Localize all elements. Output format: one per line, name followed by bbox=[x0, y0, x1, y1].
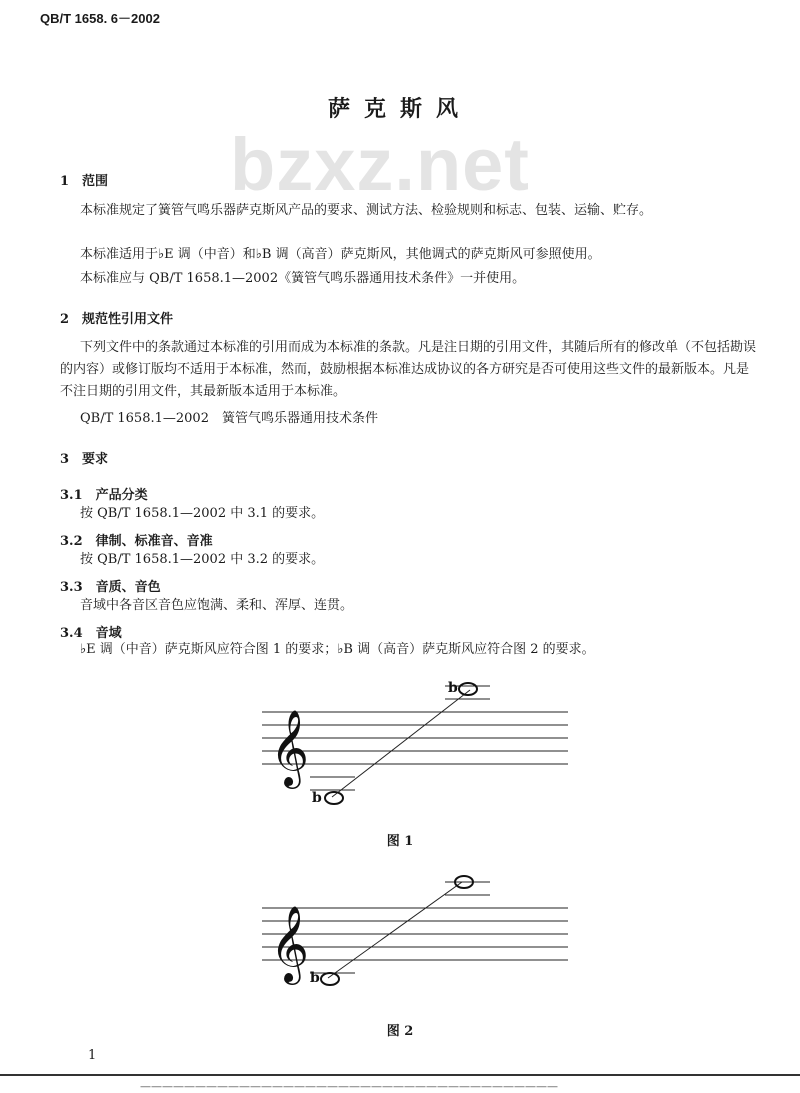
bottom-rule bbox=[0, 1074, 800, 1076]
figure-1-caption: 图 1 bbox=[386, 834, 414, 849]
section-3-3-heading: 3.3 音质、音色 bbox=[60, 580, 161, 595]
high-flat-sign: b bbox=[448, 680, 458, 696]
low-note bbox=[325, 792, 343, 804]
page-number: 1 bbox=[88, 1048, 97, 1063]
section-1-paragraph-2: 本标准适用于♭E 调（中音）和♭B 调（高音）萨克斯风，其他调式的萨克斯风可参照使用。 bbox=[80, 247, 601, 262]
section-3-heading: 3 要求 bbox=[60, 452, 109, 467]
figure-1-staff bbox=[250, 670, 580, 820]
section-3-1-heading: 3.1 产品分类 bbox=[60, 488, 148, 503]
section-3-2-text: 按 QB/T 1658.1—2002 中 3.2 的要求。 bbox=[80, 552, 325, 567]
section-2-reference: QB/T 1658.1—2002 簧管气鸣乐器通用技术条件 bbox=[80, 411, 378, 426]
low-flat-sign: b bbox=[310, 970, 320, 986]
figure-2-staff bbox=[250, 868, 580, 998]
section-3-3-text: 音域中各音区音色应饱满、柔和、浑厚、连贯。 bbox=[80, 598, 354, 613]
section-3-2-heading: 3.2 律制、标准音、音准 bbox=[60, 534, 213, 549]
figure-2-caption: 图 2 bbox=[386, 1024, 414, 1039]
section-3-4-heading: 3.4 音域 bbox=[60, 626, 122, 641]
low-flat-sign: b bbox=[312, 790, 322, 806]
section-3-4-text: ♭E 调（中音）萨克斯风应符合图 1 的要求；♭B 调（高音）萨克斯风应符合图 2 的要求。 bbox=[80, 642, 595, 657]
bottom-footer-text: —————————————————————————————————————— bbox=[140, 1080, 558, 1093]
treble-clef-icon: 𝄞 bbox=[270, 709, 310, 786]
section-1-paragraph-1: 本标准规定了簧管气鸣乐器萨克斯风产品的要求、测试方法、检验规则和标志、包装、运输、贮存。 bbox=[80, 203, 653, 218]
low-note bbox=[321, 973, 339, 985]
section-1-heading: 1 范围 bbox=[60, 174, 109, 189]
standard-code: QB/T 1658. 6－2002 bbox=[40, 11, 160, 26]
section-2-paragraph-1: 下列文件中的条款通过本标准的引用而成为本标准的条款。凡是注日期的引用文件，其随后所有的修改单（不包括勘误的内容）或修订版均不适用于本标准，然而，鼓励根据本标准达成协议的各方研究是否可使用这些文件的最新版本。凡是不注日期的引用文件，其最新版本适用于本标准。 bbox=[60, 340, 757, 399]
section-3-1-text: 按 QB/T 1658.1—2002 中 3.1 的要求。 bbox=[80, 506, 325, 521]
watermark: bzxz.net bbox=[230, 123, 530, 206]
section-1-paragraph-3: 本标准应与 QB/T 1658.1—2002《簧管气鸣乐器通用技术条件》一并使用。 bbox=[80, 271, 526, 286]
high-note bbox=[459, 683, 477, 695]
treble-clef-icon: 𝄞 bbox=[270, 905, 310, 982]
document-title: 萨克斯风 bbox=[327, 96, 472, 122]
section-2-heading: 2 规范性引用文件 bbox=[60, 312, 174, 327]
